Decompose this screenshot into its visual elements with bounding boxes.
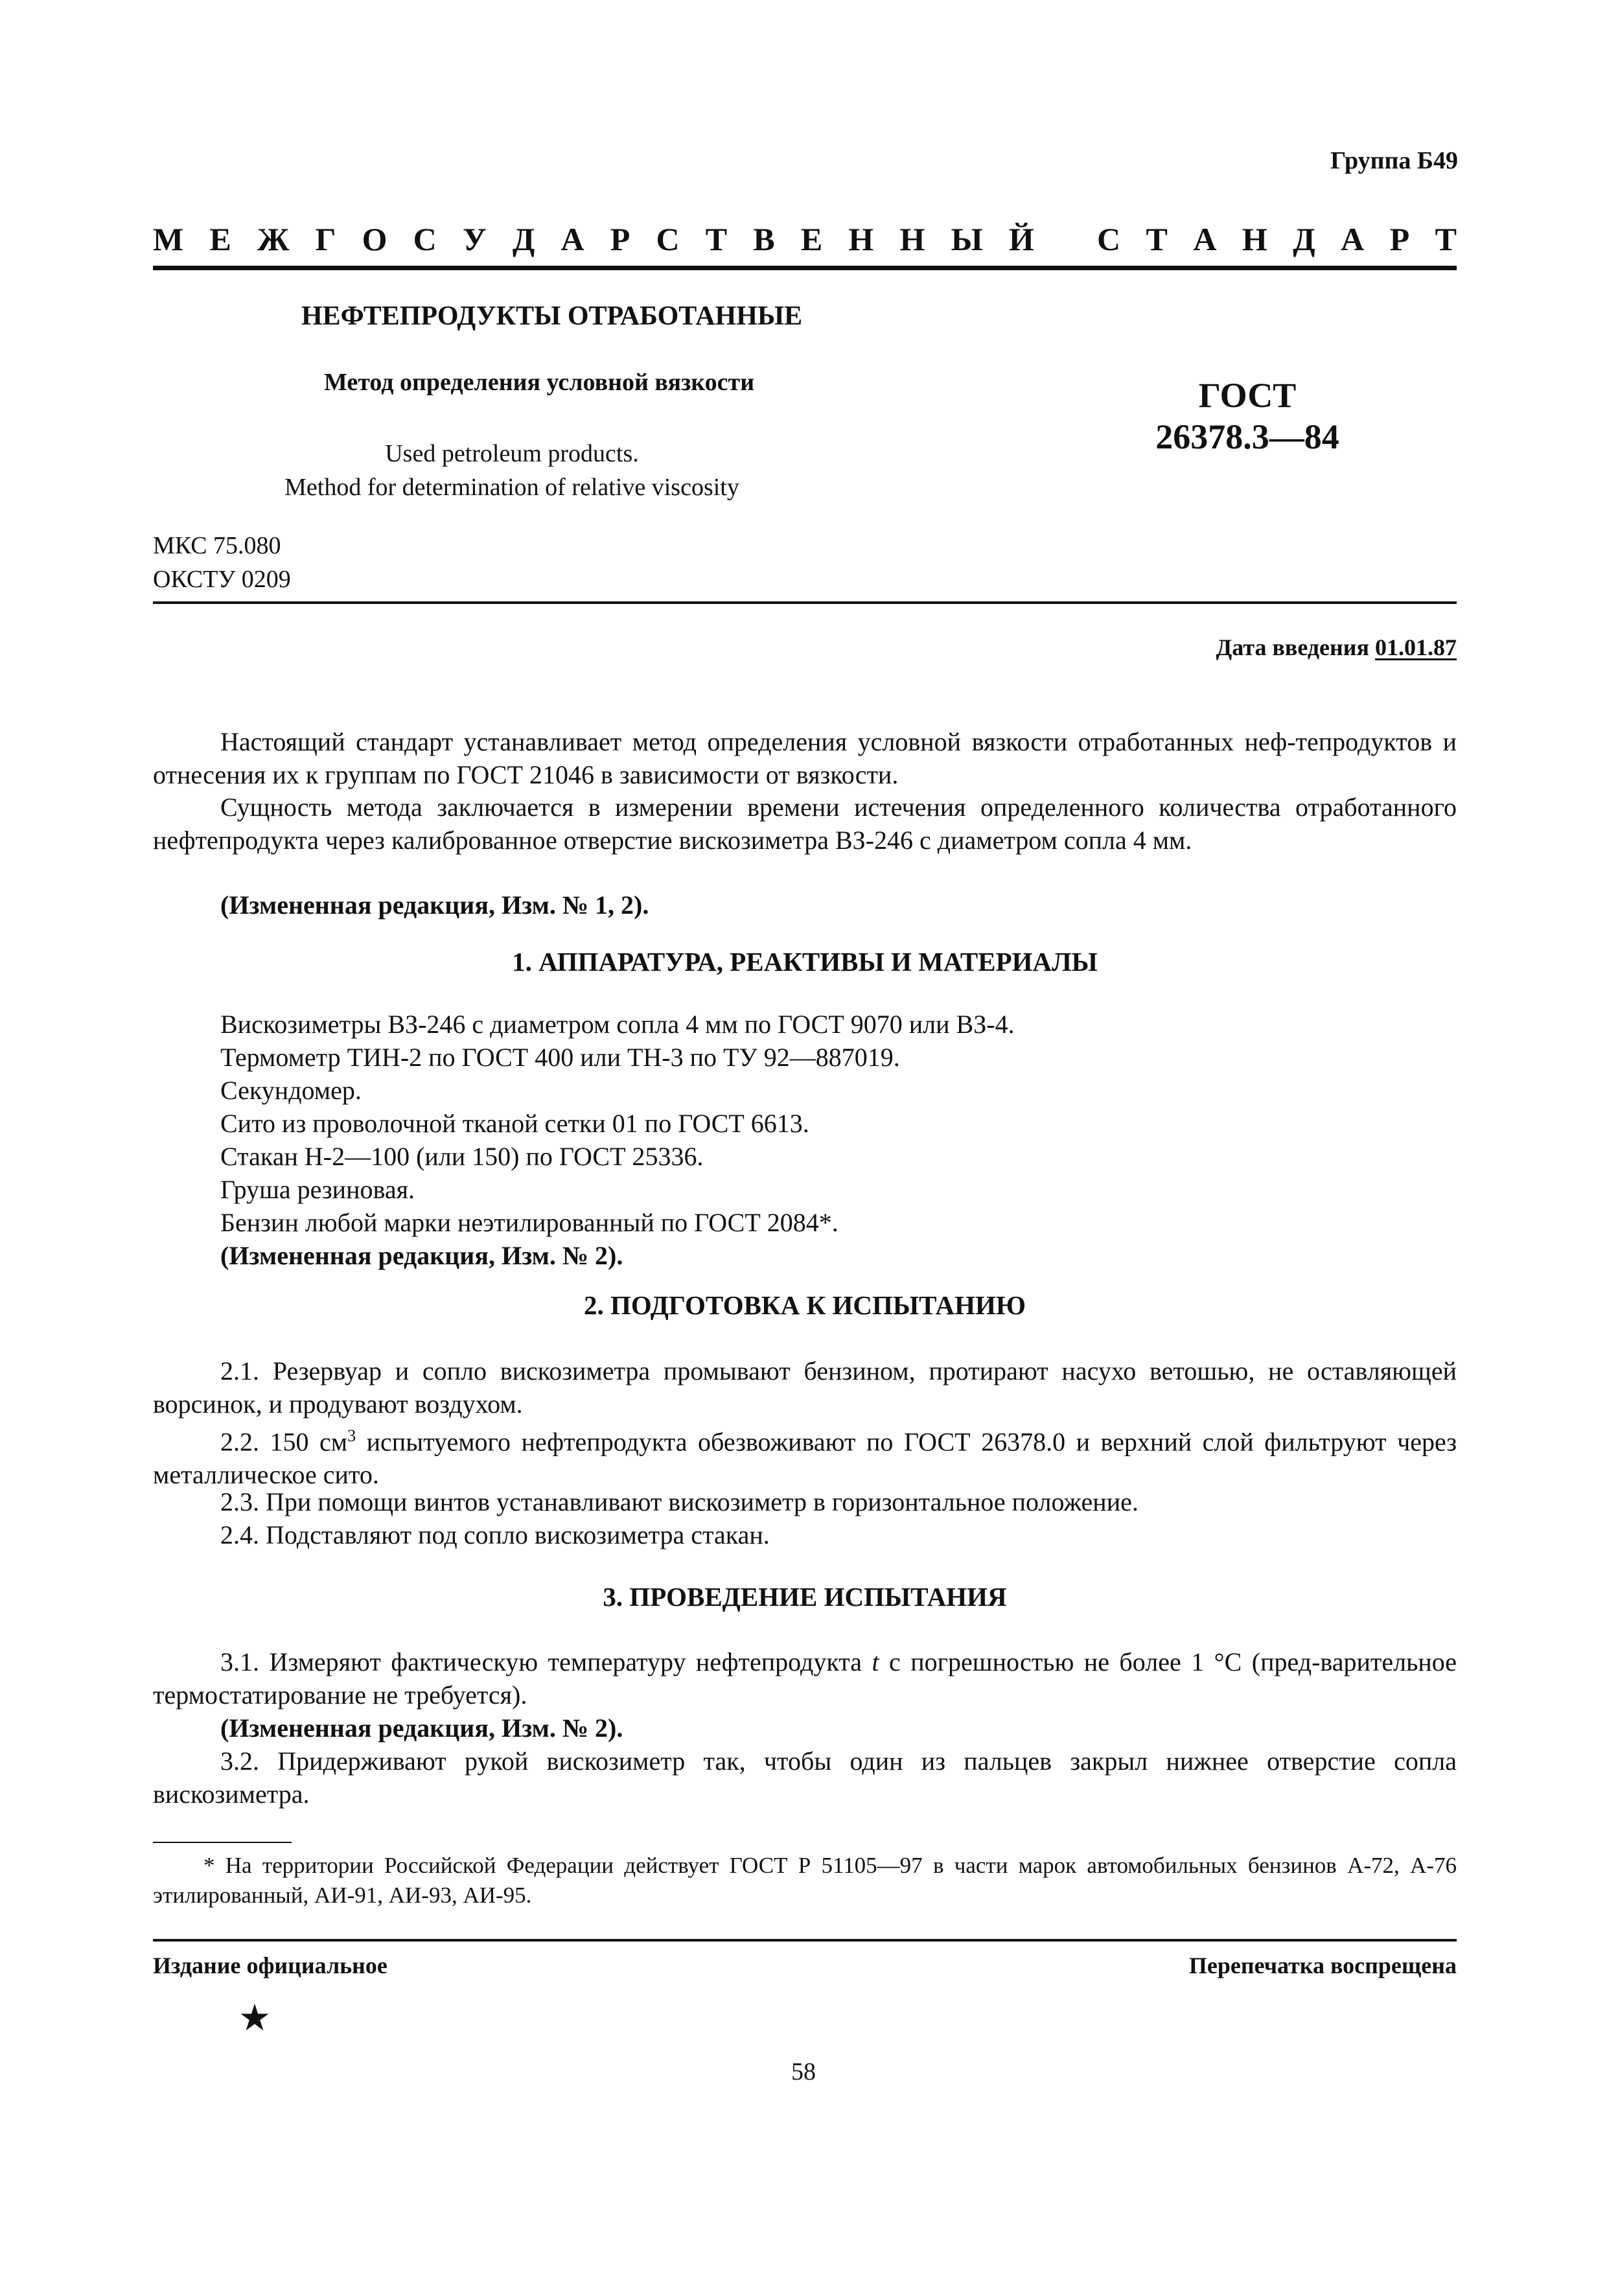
banner-letter: Ж bbox=[257, 221, 290, 257]
reprint-prohibited-label: Перепечатка воспрещена bbox=[1188, 1953, 1457, 1978]
cubic-superscript: 3 bbox=[347, 1426, 356, 1445]
clause-2-2-end: испытуемого нефтепродукта обезвоживают по ГОСТ 26378.0 и верхний слой фильтруют через металлическое сито. bbox=[153, 1427, 1457, 1490]
title-rule bbox=[153, 601, 1457, 604]
equipment-item: Термометр ТИН-2 по ГОСТ 400 или ТН-3 по ТУ 92—887019. bbox=[220, 1043, 900, 1072]
introduction-date-value: 01.01.87 bbox=[1375, 634, 1457, 660]
equipment-item: Груша резиновая. bbox=[220, 1175, 415, 1204]
introduction-date-label: Дата введения bbox=[1216, 634, 1369, 660]
banner-letter: В bbox=[753, 221, 775, 257]
english-title-line-2: Method for determination of relative viscosity bbox=[284, 474, 739, 501]
banner-letter: Ы bbox=[951, 221, 983, 257]
banner-letter: С bbox=[656, 221, 680, 257]
banner-letter: Т bbox=[705, 221, 728, 257]
equipment-item: Сито из проволочной тканой сетки 01 по ГОСТ 6613. bbox=[220, 1109, 809, 1138]
banner-letter: А bbox=[561, 221, 584, 257]
clause-2-2-start: 2.2. 150 см bbox=[220, 1427, 348, 1457]
banner-letter: Т bbox=[1435, 221, 1457, 257]
section-1-amendment: (Измененная редакция, Изм. № 2). bbox=[220, 1241, 623, 1270]
banner-letter: Г bbox=[315, 221, 336, 257]
group-code: Группа Б49 bbox=[1330, 147, 1458, 174]
equipment-item: Стакан Н-2—100 (или 150) по ГОСТ 25336. bbox=[220, 1142, 704, 1171]
classification-codes bbox=[153, 529, 291, 596]
banner-letter: Й bbox=[1008, 221, 1034, 257]
section-1-heading: 1. АППАРАТУРА, РЕАКТИВЫ И МАТЕРИАЛЫ bbox=[512, 947, 1098, 977]
clause-2-1: 2.1. Резервуар и сопло вискозиметра промывают бензином, протирают насухо ветошью, не оставляющей ворсинок, и продувают воздухом. bbox=[153, 1356, 1457, 1419]
intro-paragraph-1: Настоящий стандарт устанавливает метод определения условной вязкости отработанных неф-тепродуктов и отнесения их к группам по ГОСТ 21046 в зависимости от вязкости. bbox=[153, 727, 1457, 789]
clause-2-4: 2.4. Подставляют под сопло вискозиметра стакан. bbox=[220, 1520, 770, 1549]
temperature-variable: t bbox=[872, 1647, 879, 1676]
equipment-item: Секундомер. bbox=[220, 1076, 362, 1105]
okstu-code: ОКСТУ 0209 bbox=[153, 566, 291, 593]
banner-letter: Р bbox=[610, 221, 630, 257]
gost-number bbox=[1037, 375, 1458, 458]
banner-letter: Т bbox=[1146, 221, 1168, 257]
banner-letter: У bbox=[462, 221, 487, 257]
footnote: * На территории Российской Федерации действует ГОСТ Р 51105—97 в части марок автомобильных бензинов А-72, А-76 этилированный, АИ-91, АИ-93, АИ-95. bbox=[153, 1853, 1457, 1908]
banner-letter: С bbox=[413, 221, 437, 257]
gost-code: 26378.3—84 bbox=[1155, 417, 1339, 456]
gost-label: ГОСТ bbox=[1198, 376, 1297, 415]
equipment-item: Вискозиметры ВЗ-246 с диаметром сопла 4 мм по ГОСТ 9070 или ВЗ-4. bbox=[220, 1010, 1015, 1039]
page-number: 58 bbox=[791, 2058, 816, 2085]
section-3-heading: 3. ПРОВЕДЕНИЕ ИСПЫТАНИЯ bbox=[603, 1582, 1007, 1612]
banner-letter: О bbox=[362, 221, 387, 257]
banner-letter: А bbox=[1341, 221, 1365, 257]
banner-word-standard bbox=[1097, 220, 1457, 258]
intro-paragraph-2: Сущность метода заключается в измерении времени истечения определенного количества отработанного нефтепродукта через калиброванное отверстие вискозиметра ВЗ-246 с диаметром сопла 4 мм. bbox=[153, 793, 1457, 855]
banner-letter: Н bbox=[848, 221, 874, 257]
footer-rule bbox=[153, 1939, 1457, 1942]
official-edition-label: Издание официальное bbox=[153, 1953, 387, 1978]
english-title-line-1: Used petroleum products. bbox=[385, 440, 639, 467]
banner-letter: Е bbox=[209, 221, 231, 257]
footnote-rule bbox=[153, 1842, 292, 1843]
banner-letter: М bbox=[153, 221, 184, 257]
header-rule bbox=[153, 266, 1457, 270]
clause-3-1 bbox=[153, 1645, 1457, 1711]
clause-2-2 bbox=[153, 1419, 1457, 1491]
english-title bbox=[220, 437, 804, 504]
banner-letter: С bbox=[1097, 221, 1121, 257]
clause-3-1-start: 3.1. Измеряют фактическую температуру нефтепродукта bbox=[220, 1647, 872, 1676]
banner-letter: Е bbox=[800, 221, 823, 257]
clause-2-3: 2.3. При помощи винтов устанавливают вискозиметр в горизонтальное положение. bbox=[220, 1487, 1139, 1516]
banner-letter: А bbox=[1193, 221, 1217, 257]
banner-letter: Д bbox=[512, 221, 535, 257]
clause-3-2: 3.2. Придерживают рукой вискозиметр так, чтобы один из пальцев закрыл нижнее отверстие сопла вискозиметра. bbox=[153, 1746, 1457, 1809]
banner-word-interstate bbox=[153, 220, 1034, 258]
section-2-heading: 2. ПОДГОТОВКА К ИСПЫТАНИЮ bbox=[583, 1290, 1026, 1320]
banner-letter: Н bbox=[899, 221, 925, 257]
document-title: НЕФТЕПРОДУКТЫ ОТРАБОТАННЫЕ bbox=[301, 301, 803, 331]
section-3-amendment: (Измененная редакция, Изм. № 2). bbox=[220, 1713, 623, 1743]
mks-code: МКС 75.080 bbox=[153, 532, 281, 559]
banner-letter: Р bbox=[1389, 221, 1410, 257]
standard-banner bbox=[153, 220, 1457, 258]
equipment-list bbox=[220, 1008, 1451, 1272]
document-subtitle: Метод определения условной вязкости bbox=[324, 369, 755, 396]
clause-3-1-end: с погрешностью не более 1 °С (пред-варительное термостатирование не требуется). bbox=[153, 1647, 1457, 1710]
introduction-date bbox=[1216, 634, 1457, 661]
banner-letter: Н bbox=[1242, 221, 1267, 257]
equipment-item: Бензин любой марки неэтилированный по ГОСТ 2084*. bbox=[220, 1208, 838, 1237]
banner-letter: Д bbox=[1293, 221, 1315, 257]
intro-amendment: (Измененная редакция, Изм. № 1, 2). bbox=[220, 890, 649, 920]
star-icon bbox=[240, 2002, 270, 2032]
